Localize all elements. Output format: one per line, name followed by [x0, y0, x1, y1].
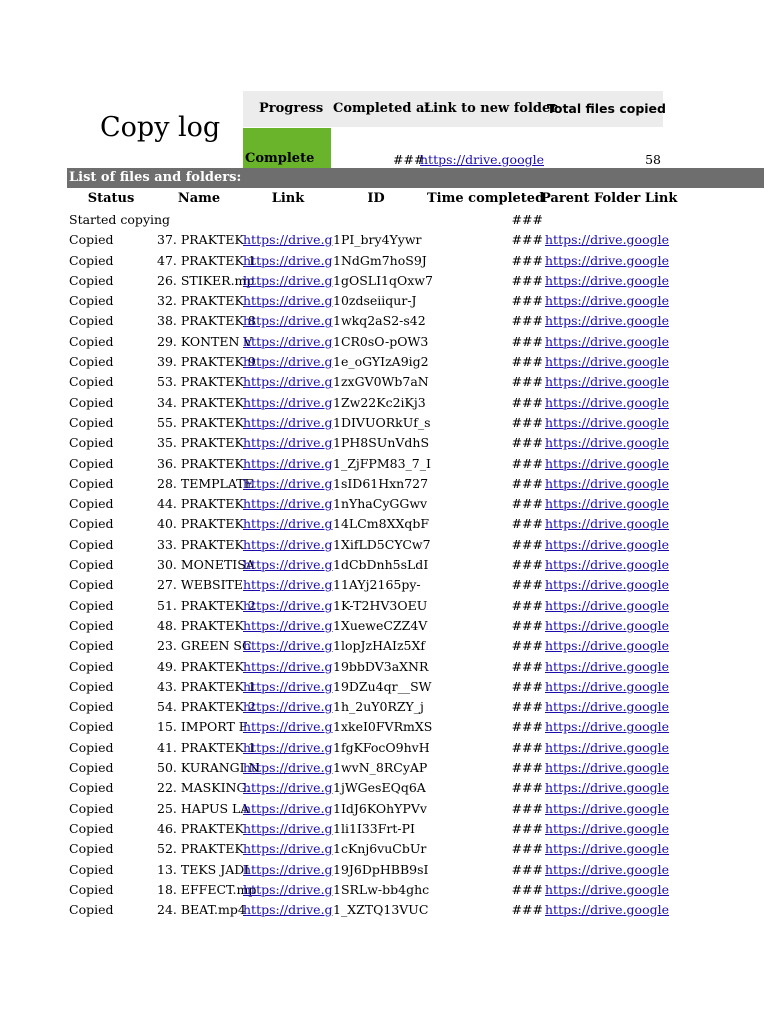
status-cell: Started copying — [69, 212, 171, 227]
table-row — [67, 697, 670, 717]
id-cell: 1h_2uY0RZY_j — [333, 699, 424, 715]
file-link[interactable]: https://drive.g — [243, 394, 333, 410]
file-link[interactable]: https://drive.g — [243, 577, 333, 593]
name-cell: 46. PRAKTEK — [157, 820, 244, 836]
time-completed-cell: ### — [511, 414, 543, 430]
time-completed-cell: ### — [511, 333, 543, 349]
id-cell: 1IdJ6KOhYPVv — [333, 800, 427, 816]
id-cell: 1XifLD5CYCw7 — [333, 536, 431, 552]
time-completed-cell: ### — [511, 394, 543, 410]
file-list — [67, 210, 670, 920]
parent-folder-link[interactable]: https://drive.google — [545, 760, 670, 776]
progress-status: Complete — [245, 151, 315, 166]
file-link[interactable]: https://drive.g — [243, 232, 333, 248]
parent-folder-link[interactable]: https://drive.google — [545, 354, 670, 370]
name-cell: 27. WEBSITE — [157, 577, 243, 593]
table-row — [67, 474, 670, 494]
parent-folder-link[interactable]: https://drive.google — [545, 841, 670, 857]
time-completed-cell: ### — [511, 435, 543, 451]
parent-folder-link — [545, 210, 663, 230]
time-completed-cell: ### — [511, 293, 543, 309]
parent-folder-link[interactable]: https://drive.google — [545, 617, 670, 633]
name-cell: 18. EFFECT.mp — [157, 881, 257, 897]
time-completed-cell: ### — [511, 577, 543, 593]
file-link[interactable]: https://drive.g — [243, 597, 333, 613]
name-cell: 23. GREEN SC — [157, 638, 252, 654]
table-row — [67, 514, 670, 534]
status-cell: Copied — [69, 516, 114, 532]
time-completed-cell: ### — [511, 272, 543, 288]
id-cell: 1_ZjFPM83_7_I — [333, 455, 431, 471]
id-cell — [333, 210, 419, 230]
time-completed-cell: ### — [511, 617, 543, 633]
parent-folder-link[interactable]: https://drive.google — [545, 699, 670, 715]
table-row — [67, 555, 670, 575]
parent-folder-link[interactable]: https://drive.google — [545, 780, 670, 796]
parent-folder-link[interactable]: https://drive.google — [545, 638, 670, 654]
name-cell: 40. PRAKTEK — [157, 516, 244, 532]
status-cell: Copied — [69, 272, 114, 288]
column-header-time-completed: Time completed — [427, 191, 545, 206]
status-cell: Copied — [69, 557, 114, 573]
name-cell: 32. PRAKTEK — [157, 293, 244, 309]
parent-folder-link[interactable]: https://drive.google — [545, 252, 670, 268]
new-folder-link[interactable]: https://drive.google — [420, 152, 545, 167]
parent-folder-link[interactable]: https://drive.google — [545, 902, 670, 918]
file-link[interactable]: https://drive.g — [243, 820, 333, 836]
status-cell: Copied — [69, 455, 114, 471]
id-cell: 1wkq2aS2-s42 — [333, 313, 426, 329]
id-cell: 1jWGesEQq6A — [333, 780, 426, 796]
status-cell: Copied — [69, 354, 114, 370]
status-cell: Copied — [69, 780, 114, 796]
table-row — [67, 657, 670, 677]
file-link[interactable]: https://drive.g — [243, 800, 333, 816]
table-row — [67, 778, 670, 798]
column-header-name: Name — [177, 191, 221, 206]
parent-folder-link[interactable]: https://drive.google — [545, 516, 670, 532]
time-completed-cell: ### — [511, 739, 543, 755]
id-cell: 10zdseiiqur-J — [333, 293, 417, 309]
table-row — [67, 332, 670, 352]
parent-folder-link[interactable]: https://drive.google — [545, 272, 670, 288]
time-completed-cell: ### — [511, 313, 543, 329]
file-link[interactable]: https://drive.g — [243, 780, 333, 796]
time-completed-cell: ### — [511, 496, 543, 512]
table-row — [67, 880, 670, 900]
parent-folder-link[interactable]: https://drive.google — [545, 658, 670, 674]
status-cell: Copied — [69, 678, 114, 694]
id-cell: 19DZu4qr__SW — [333, 678, 432, 694]
parent-folder-link[interactable]: https://drive.google — [545, 414, 670, 430]
status-cell: Copied — [69, 658, 114, 674]
name-cell: 48. PRAKTEK — [157, 617, 244, 633]
time-completed-cell: ### — [511, 232, 543, 248]
table-row — [67, 311, 670, 331]
file-link[interactable]: https://drive.g — [243, 455, 333, 471]
parent-folder-link[interactable]: https://drive.google — [545, 394, 670, 410]
id-cell: 1CR0sO-pOW3 — [333, 333, 429, 349]
time-completed-cell: ### — [511, 699, 543, 715]
id-cell: 1cKnj6vuCbUr — [333, 841, 427, 857]
name-cell: 36. PRAKTEK — [157, 455, 244, 471]
file-link[interactable]: https://drive.g — [243, 516, 333, 532]
table-row — [67, 230, 670, 250]
id-cell: 1K-T2HV3OEU — [333, 597, 428, 613]
table-row — [67, 819, 670, 839]
status-cell: Copied — [69, 597, 114, 613]
completed-at-label: Completed at — [333, 101, 431, 116]
name-cell — [157, 210, 241, 230]
time-completed-cell: ### — [511, 719, 543, 735]
table-row — [67, 494, 670, 514]
time-completed-cell: ### — [511, 516, 543, 532]
file-link[interactable]: https://drive.g — [243, 861, 333, 877]
time-completed-cell: ### — [511, 475, 543, 491]
time-completed-cell: ### — [511, 455, 543, 471]
name-cell: 29. KONTEN V — [157, 333, 253, 349]
status-cell: Copied — [69, 861, 114, 877]
name-cell: 37. PRAKTEK — [157, 232, 244, 248]
status-cell: Copied — [69, 719, 114, 735]
id-cell: 1dCbDnh5sLdI — [333, 557, 429, 573]
completed-at-value: ### — [393, 152, 425, 167]
time-completed-cell: ### — [511, 658, 543, 674]
status-cell: Copied — [69, 739, 114, 755]
status-cell: Copied — [69, 841, 114, 857]
name-cell: 33. PRAKTEK — [157, 536, 244, 552]
name-cell: 39. PRAKTEK 9 — [157, 354, 256, 370]
status-cell: Copied — [69, 252, 114, 268]
section-bar — [67, 168, 764, 188]
file-link[interactable]: https://drive.g — [243, 841, 333, 857]
column-header-status: Status — [87, 191, 135, 206]
file-link[interactable]: https://drive.g — [243, 739, 333, 755]
table-row — [67, 393, 670, 413]
name-cell: 54. PRAKTEK 2 — [157, 699, 256, 715]
time-completed-cell: ### — [511, 212, 543, 227]
name-cell: 15. IMPORT F — [157, 719, 248, 735]
table-row — [67, 433, 670, 453]
file-link[interactable]: https://drive.g — [243, 374, 333, 390]
table-row — [67, 636, 670, 656]
file-link[interactable]: https://drive.g — [243, 293, 333, 309]
total-files-copied-label: Total files copied — [547, 101, 666, 116]
id-cell: 1e_oGYIzA9ig2 — [333, 354, 429, 370]
table-row — [67, 717, 670, 737]
file-link[interactable]: https://drive.g — [243, 638, 333, 654]
parent-folder-link[interactable]: https://drive.google — [545, 496, 670, 512]
total-files-value: 58 — [645, 152, 661, 167]
name-cell: 55. PRAKTEK — [157, 414, 244, 430]
time-completed-cell: ### — [511, 820, 543, 836]
id-cell: 14LCm8XXqbF — [333, 516, 430, 532]
file-link[interactable]: https://drive.g — [243, 699, 333, 715]
table-row — [67, 616, 670, 636]
time-completed-cell: ### — [511, 678, 543, 694]
status-cell: Copied — [69, 374, 114, 390]
status-cell: Copied — [69, 394, 114, 410]
status-cell: Copied — [69, 881, 114, 897]
parent-folder-link[interactable]: https://drive.google — [545, 455, 670, 471]
table-row — [67, 738, 670, 758]
parent-folder-link[interactable]: https://drive.google — [545, 881, 670, 897]
file-link[interactable]: https://drive.g — [243, 333, 333, 349]
table-row — [67, 575, 670, 595]
status-cell: Copied — [69, 293, 114, 309]
time-completed-cell: ### — [511, 861, 543, 877]
name-cell: 25. HAPUS LA — [157, 800, 250, 816]
file-link[interactable]: https://drive.g — [243, 719, 333, 735]
parent-folder-link[interactable]: https://drive.google — [545, 293, 670, 309]
name-cell: 51. PRAKTEK 2 — [157, 597, 256, 613]
id-cell: 1SRLw-bb4ghc — [333, 881, 430, 897]
parent-folder-link[interactable]: https://drive.google — [545, 232, 670, 248]
name-cell: 50. KURANGI N — [157, 760, 260, 776]
table-row — [67, 454, 670, 474]
id-cell: 1lopJzHAIz5Xf — [333, 638, 426, 654]
time-completed-cell: ### — [511, 902, 543, 918]
file-link[interactable]: https://drive.g — [243, 414, 333, 430]
id-cell: 1PH8SUnVdhS — [333, 435, 430, 451]
parent-folder-link[interactable]: https://drive.google — [545, 800, 670, 816]
table-row — [67, 251, 670, 271]
id-cell: 1zxGV0Wb7aN — [333, 374, 429, 390]
id-cell: 1Zw22Kc2iKj3 — [333, 394, 426, 410]
table-row — [67, 799, 670, 819]
id-cell: 1gOSLI1qOxw7 — [333, 272, 433, 288]
status-cell: Copied — [69, 577, 114, 593]
status-cell: Copied — [69, 232, 114, 248]
file-link[interactable]: https://drive.g — [243, 354, 333, 370]
file-link[interactable]: https://drive.g — [243, 475, 333, 491]
status-cell: Copied — [69, 638, 114, 654]
status-cell: Copied — [69, 313, 114, 329]
table-row — [67, 596, 670, 616]
time-completed-cell: ### — [511, 638, 543, 654]
table-row — [67, 900, 670, 920]
parent-folder-link[interactable]: https://drive.google — [545, 536, 670, 552]
parent-folder-link[interactable]: https://drive.google — [545, 820, 670, 836]
status-cell: Copied — [69, 902, 114, 918]
table-row — [67, 677, 670, 697]
time-completed-cell: ### — [511, 780, 543, 796]
table-row — [67, 271, 670, 291]
name-cell: 53. PRAKTEK — [157, 374, 244, 390]
time-completed-cell: ### — [511, 597, 543, 613]
name-cell: 24. BEAT.mp4 — [157, 902, 246, 918]
table-row — [67, 210, 667, 230]
id-cell: 1XueweCZZ4V — [333, 617, 428, 633]
id-cell: 1xkeI0FVRmXS — [333, 719, 433, 735]
id-cell: 1fgKFocO9hvH — [333, 739, 430, 755]
parent-folder-link[interactable]: https://drive.google — [545, 861, 670, 877]
time-completed-cell: ### — [511, 760, 543, 776]
status-cell: Copied — [69, 617, 114, 633]
id-cell: 19bbDV3aXNR — [333, 658, 429, 674]
status-cell: Copied — [69, 820, 114, 836]
table-row — [67, 291, 670, 311]
time-completed-cell: ### — [511, 354, 543, 370]
table-row — [67, 372, 670, 392]
file-link — [243, 210, 332, 230]
id-cell: 11AYj2165py- — [333, 577, 421, 593]
file-link[interactable]: https://drive.g — [243, 496, 333, 512]
name-cell: 13. TEKS JADI — [157, 861, 250, 877]
file-link[interactable]: https://drive.g — [243, 557, 333, 573]
file-link[interactable]: https://drive.g — [243, 658, 333, 674]
id-cell: 1DIVUORkUf_s — [333, 414, 431, 430]
file-link[interactable]: https://drive.g — [243, 760, 333, 776]
time-completed-cell: ### — [511, 800, 543, 816]
parent-folder-link[interactable]: https://drive.google — [545, 597, 670, 613]
status-cell: Copied — [69, 414, 114, 430]
file-link[interactable]: https://drive.g — [243, 678, 333, 694]
id-cell: 1nYhaCyGGwv — [333, 496, 428, 512]
id-cell: 1_XZTQ13VUC — [333, 902, 429, 918]
link-to-new-folder-label: Link to new folder — [424, 101, 558, 116]
name-cell: 26. STIKER.mp — [157, 272, 255, 288]
status-cell: Copied — [69, 760, 114, 776]
name-cell: 43. PRAKTEK 1 — [157, 678, 256, 694]
file-link[interactable]: https://drive.g — [243, 272, 333, 288]
file-link[interactable]: https://drive.g — [243, 252, 333, 268]
column-headers — [67, 189, 678, 209]
table-row — [67, 860, 670, 880]
time-completed-cell: ### — [511, 881, 543, 897]
section-title: List of files and folders: — [69, 170, 242, 185]
file-link[interactable]: https://drive.g — [243, 881, 333, 897]
time-completed-cell: ### — [511, 841, 543, 857]
id-cell: 1NdGm7hoS9J — [333, 252, 427, 268]
column-header-link: Link — [271, 191, 305, 206]
status-cell: Copied — [69, 800, 114, 816]
time-completed-cell: ### — [511, 536, 543, 552]
status-cell: Copied — [69, 475, 114, 491]
id-cell: 1li1I33Frt-PI — [333, 820, 415, 836]
name-cell: 49. PRAKTEK — [157, 658, 244, 674]
time-completed-cell: ### — [511, 374, 543, 390]
time-completed-cell: ### — [511, 557, 543, 573]
name-cell: 28. TEMPLATE — [157, 475, 254, 491]
column-header-id: ID — [367, 191, 385, 206]
status-cell: Copied — [69, 496, 114, 512]
id-cell: 1wvN_8RCyAP — [333, 760, 428, 776]
id-cell: 1sID61Hxn727 — [333, 475, 429, 491]
name-cell: 34. PRAKTEK — [157, 394, 244, 410]
parent-folder-link[interactable]: https://drive.google — [545, 313, 670, 329]
status-cell: Copied — [69, 699, 114, 715]
parent-folder-link[interactable]: https://drive.google — [545, 435, 670, 451]
name-cell: 35. PRAKTEK — [157, 435, 244, 451]
name-cell: 22. MASKING. — [157, 780, 250, 796]
name-cell: 52. PRAKTEK — [157, 841, 244, 857]
file-link[interactable]: https://drive.g — [243, 536, 333, 552]
progress-label: Progress — [259, 101, 324, 116]
name-cell: 41. PRAKTEK 1 — [157, 739, 256, 755]
parent-folder-link[interactable]: https://drive.google — [545, 557, 670, 573]
time-completed-cell: ### — [511, 252, 543, 268]
table-row — [67, 352, 670, 372]
name-cell: 44. PRAKTEK — [157, 496, 244, 512]
table-row — [67, 535, 670, 555]
table-row — [67, 413, 670, 433]
status-cell: Copied — [69, 536, 114, 552]
summary-header — [243, 91, 666, 127]
parent-folder-link[interactable]: https://drive.google — [545, 719, 670, 735]
status-cell: Copied — [69, 435, 114, 451]
page-title: Copy log — [100, 112, 221, 143]
parent-folder-link[interactable]: https://drive.google — [545, 739, 670, 755]
parent-folder-link[interactable]: https://drive.google — [545, 374, 670, 390]
column-header-parent-folder-link: Parent Folder Link — [541, 191, 678, 206]
parent-folder-link[interactable]: https://drive.google — [545, 577, 670, 593]
parent-folder-link[interactable]: https://drive.google — [545, 475, 670, 491]
parent-folder-link[interactable]: https://drive.google — [545, 333, 670, 349]
table-row — [67, 839, 670, 859]
summary-values — [243, 150, 663, 168]
name-cell: 30. MONETISA — [157, 557, 255, 573]
file-link[interactable]: https://drive.g — [243, 617, 333, 633]
parent-folder-link[interactable]: https://drive.google — [545, 678, 670, 694]
table-row — [67, 758, 670, 778]
file-link[interactable]: https://drive.g — [243, 902, 333, 918]
name-cell: 47. PRAKTEK 1 — [157, 252, 256, 268]
file-link[interactable]: https://drive.g — [243, 435, 333, 451]
id-cell: 19J6DpHBB9sI — [333, 861, 429, 877]
name-cell: 38. PRAKTEK 8 — [157, 313, 256, 329]
id-cell: 1PI_bry4Yywr — [333, 232, 422, 248]
file-link[interactable]: https://drive.g — [243, 313, 333, 329]
status-cell: Copied — [69, 333, 114, 349]
